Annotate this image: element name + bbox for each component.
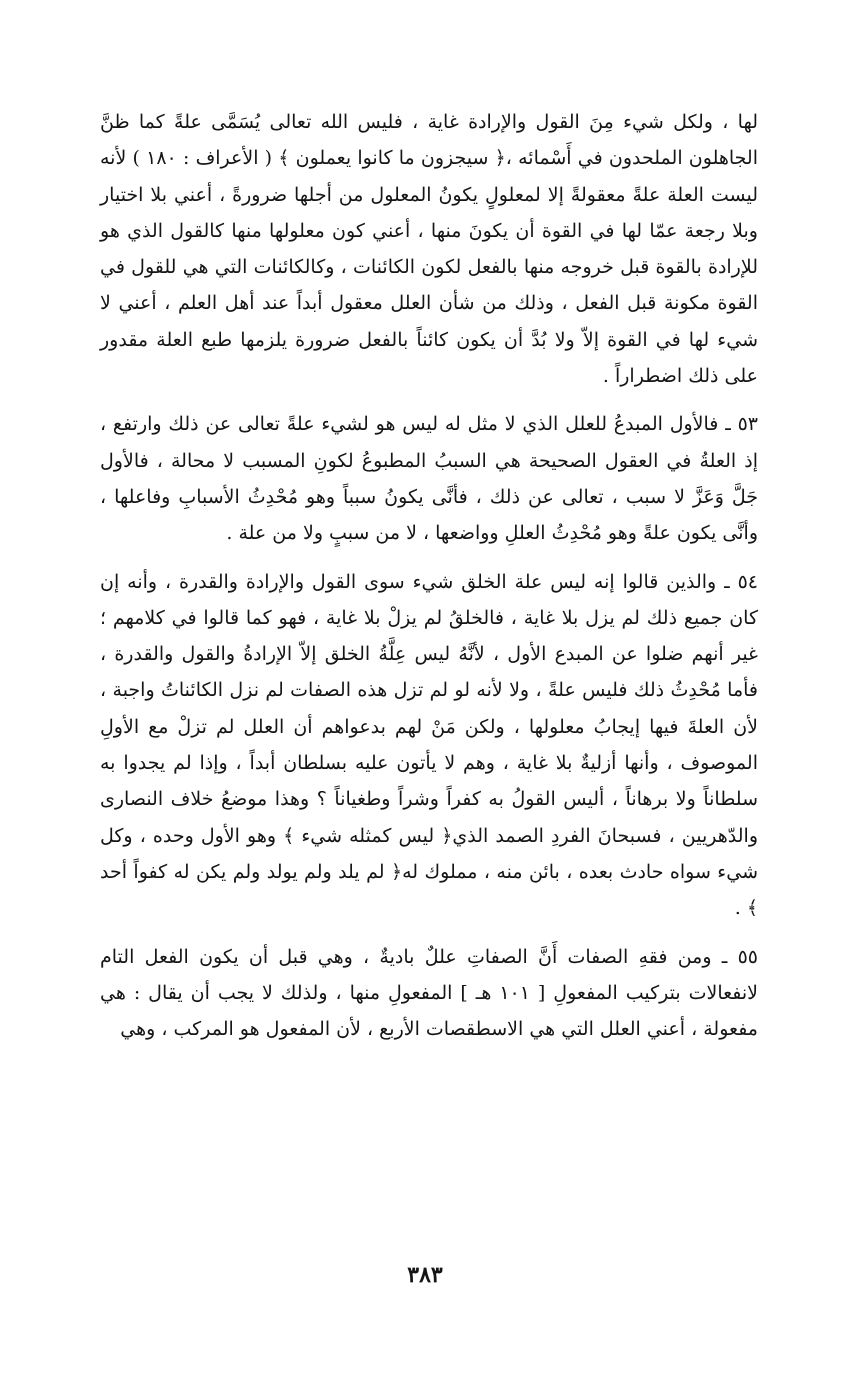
page-body (100, 104, 758, 1047)
paragraph-continuation: لها ، ولكل شيء مِنَ القول والإرادة غاية ، فليس الله تعالى يُسَمَّى علةً كما ظنَّ الجاهلون الملحدون في أَسْمائه ،﴿ سيجزون ما كانوا يعملون ﴾ ( الأعراف : ١٨٠ ) لأنه ليست العلة علةً معقولةً إلا لمعلولٍ يكونُ المعلول من أجلها ضرورةً ، أعني بلا اختيار وبلا رجعة عمّا لها في القوة أن يكونَ منها ، أعني كون معلولها منها كالقول الذي هو للإرادة بالقوة قبل خروجه منها بالفعل لكون الكائنات ، وكالكائنات التي هي للقول في القوة مكونة قبل الفعل ، وذلك من شأن العلل معقول أبداً عند أهل العلم ، أعني لا شيء لها في القوة إلاّ ولا بُدَّ أن يكون كائناً بالفعل ضرورة يلزمها طبع العلة مقدور على ذلك اضطراراً . (100, 111, 758, 388)
paragraph-54: ٥٤ ـ والذين قالوا إنه ليس علة الخلق شيء سوى القول والإرادة والقدرة ، وأنه إن كان جميع ذلك لم يزل بلا غاية ، فالخلقُ لم يزلْ بلا غاية ، فهو كما قالوا في كلامهم ؛ غير أنهم ضلوا عن المبدع الأول ، لأنَّهُ ليس عِلَّةُ الخلق إلاّ الإرادةُ والقول والقدرة ، فأما مُحْدِثُ ذلك فليس علةً ، ولا لأنه لو لم تزل هذه الصفات لم نزل الكائناتُ واجبة ، لأن العلةَ فيها إيجابُ معلولها ، ولكن مَنْ لهم بدعواهم أن العلل لم تزلْ مع الأولِ الموصوف ، وأنها أزليةٌ بلا غاية ، وهم لا يأتون عليه بسلطان أبداً ، وإذا لم يجدوا به سلطاناً ولا برهاناً ، أليس القولُ به كفراً وشراً وطغياناً ؟ وهذا موضعُ خلاف النصارى والدّهريين ، فسبحانَ الفردِ الصمد الذي﴿ ليس كمثله شيء ﴾ وهو الأول وحده ، وكل شيء سواه حادث بعده ، بائن منه ، مملوك له﴿ لم يلد ولم يولد ولم يكن له كفواً أحد ﴾ . (100, 570, 758, 920)
page-number: ٣٨٣ (407, 1262, 443, 1288)
paragraph-53: ٥٣ ـ فالأول المبدعُ للعلل الذي لا مثل له ليس هو لشيء علةً تعالى عن ذلك وارتفع ، إذ العلةُ في العقول الصحيحة هي السببُ المطبوعُ لكونِ المسبب لا محالة ، فالأول جَلَّ وَعَزَّ لا سبب ، تعالى عن ذلك ، فأنَّى يكونُ سبباً وهو مُحْدِثُ الأسبابِ وفاعلها ، وأنَّى يكون علةً وهو مُحْدِثُ العللِ وواضعها ، لا من سببٍ ولا من علة . (100, 413, 758, 545)
paragraph-55: ٥٥ ـ ومن فقهِ الصفات أَنَّ الصفاتِ عللٌ باديةٌ ، وهي قبل أن يكون الفعل التام لانفعالات بتركيب المفعولِ [ ١٠١ هـ ] المفعولِ منها ، ولذلك لا يجب أن يقال : هي مفعولة ، أعني العلل التي هي الاسطقصات الأربع ، لأن المفعول هو المركب ، وهي (100, 945, 759, 1041)
